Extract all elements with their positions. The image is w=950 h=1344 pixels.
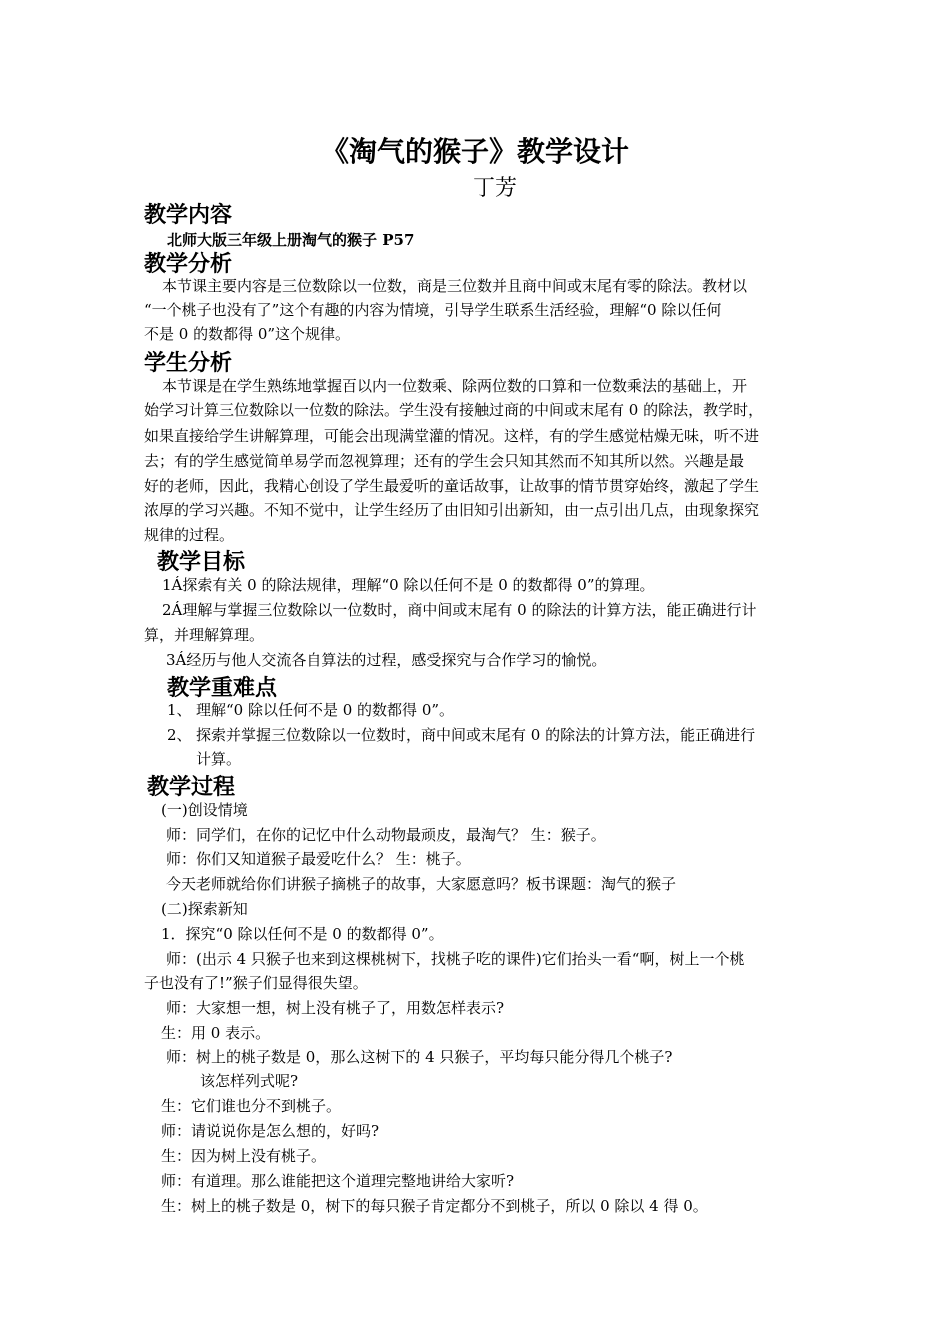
keypoint-text: 理解“0 除以任何不是 0 的数都得 0”。 — [196, 701, 455, 719]
process-line: (一)创设情境 — [161, 801, 248, 819]
process-line: 生：用 0 表示。 — [161, 1024, 271, 1042]
process-line: 子也没有了!”猴子们显得很失望。 — [144, 974, 368, 992]
content-text: 北师大版三年级上册淘气的猴子 P57 — [167, 231, 415, 249]
students-line: 浓厚的学习兴趣。不知不觉中，让学生经历了由旧知引出新知，由一点引出几点，由现象探究 — [144, 501, 760, 519]
process-line: 师：你们又知道猴子最爱吃什么？ 生：桃子。 — [166, 850, 471, 868]
students-line: 本节课是在学生熟练地掌握百以内一位数乘、除两位数的口算和一位数乘法的基础上，开 — [162, 377, 748, 395]
analysis-line: 不是 0 的数都得 0”这个规律。 — [144, 325, 351, 343]
analysis-line: 本节课主要内容是三位数除以一位数，商是三位数并且商中间或末尾有零的除法。教材以 — [162, 277, 748, 295]
heading-process: 教学过程 — [147, 775, 236, 800]
process-line: 生：因为树上没有桃子。 — [161, 1147, 327, 1165]
process-line: 师：有道理。那么谁能把这个道理完整地讲给大家听? — [161, 1172, 515, 1190]
goals-line: 1Á探索有关 0 的除法规律，理解“0 除以任何不是 0 的数都得 0”的算理。 — [162, 576, 655, 594]
keypoint-text: 探索并掌握三位数除以一位数时，商中间或末尾有 0 的除法的计算方法，能正确进行 — [196, 726, 756, 744]
students-line: 规律的过程。 — [144, 526, 235, 544]
goals-line: 3Á经历与他人交流各自算法的过程，感受探究与合作学习的愉悦。 — [166, 651, 607, 669]
process-line: (二)探索新知 — [161, 900, 248, 918]
process-line: 1．探究“0 除以任何不是 0 的数都得 0”。 — [161, 925, 444, 943]
process-line: 师：大家想一想，树上没有桃子了，用数怎样表示? — [166, 999, 505, 1017]
analysis-line: “一个桃子也没有了”这个有趣的内容为情境，引导学生联系生活经验，理解“0 除以任何 — [144, 301, 722, 319]
keypoint-continuation: 计算。 — [196, 750, 242, 768]
heading-content: 教学内容 — [144, 203, 233, 228]
students-line: 去；有的学生感觉简单易学而忽视算理；还有的学生会只知其然而不知其所以然。兴趣是最 — [144, 452, 745, 470]
heading-analysis: 教学分析 — [144, 252, 233, 277]
document-title: 《淘气的猴子》教学设计 — [320, 135, 629, 168]
students-line: 好的老师，因此，我精心创设了学生最爱听的童话故事，让故事的情节贯穿始终，激起了学生 — [144, 477, 760, 495]
process-line: 师：树上的桃子数是 0，那么这树下的 4 只猴子，平均每只能分得几个桃子? — [166, 1048, 673, 1066]
process-line: 该怎样列式呢? — [200, 1072, 299, 1090]
keypoint-number: 2、 — [167, 726, 192, 744]
process-line: 师：请说说你是怎么想的，好吗? — [161, 1122, 380, 1140]
process-line: 生：它们谁也分不到桃子。 — [161, 1097, 342, 1115]
goals-line: 2Á理解与掌握三位数除以一位数时，商中间或末尾有 0 的除法的计算方法，能正确进行计 — [162, 601, 757, 619]
process-line: 师：(出示 4 只猴子也来到这棵桃树下，找桃子吃的课件)它们抬头一看“啊，树上一个桃 — [166, 950, 745, 968]
process-line: 师：同学们，在你的记忆中什么动物最顽皮，最淘气？ 生：猴子。 — [166, 826, 606, 844]
keypoint-number: 1、 — [167, 701, 192, 719]
students-line: 如果直接给学生讲解算理，可能会出现满堂灌的情况。这样，有的学生感觉枯燥无味，听不进 — [144, 427, 760, 445]
process-line: 生：树上的桃子数是 0，树下的每只猴子肯定都分不到桃子，所以 0 除以 4 得 0。 — [161, 1197, 708, 1215]
students-line: 始学习计算三位数除以一位数的除法。学生没有接触过商的中间或末尾有 0 的除法，教学时， — [144, 401, 764, 419]
heading-keypoints: 教学重难点 — [167, 676, 278, 701]
goals-line: 算，并理解算理。 — [144, 626, 265, 644]
document-author: 丁芳 — [472, 176, 517, 201]
heading-students: 学生分析 — [144, 351, 233, 376]
heading-goals: 教学目标 — [157, 550, 246, 575]
process-line: 今天老师就给你们讲猴子摘桃子的故事，大家愿意吗？板书课题：淘气的猴子 — [166, 875, 677, 893]
